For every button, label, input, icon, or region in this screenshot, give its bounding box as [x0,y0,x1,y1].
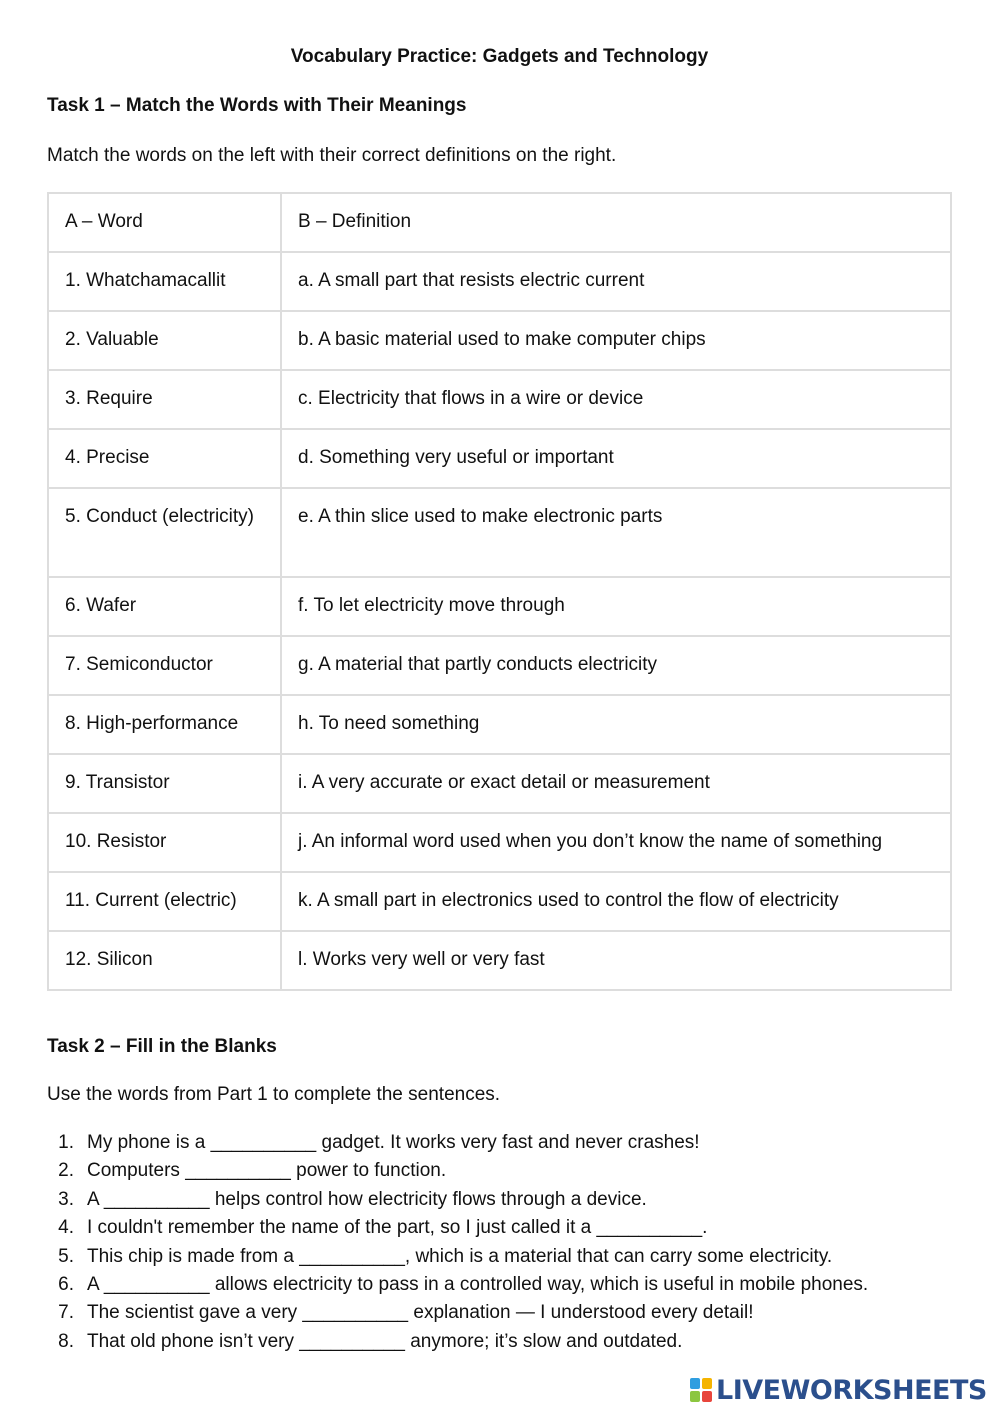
table-row [48,636,951,695]
sentence-text: I couldn't remember the name of the part, so I just called it a __________. [87,1217,708,1239]
definition-cell: a. A small part that resists electric current [281,252,951,311]
definition-cell: d. Something very useful or important [281,429,951,488]
table-row [48,695,951,754]
word-cell: 9. Transistor [48,754,281,813]
definition-cell: f. To let electricity move through [281,577,951,636]
word-cell: 6. Wafer [48,577,281,636]
list-item [47,1214,868,1242]
liveworksheets-logo[interactable] [690,1373,987,1407]
definition-cell: h. To need something [281,695,951,754]
item-number: 7. [58,1302,74,1324]
table-row [48,577,951,636]
word-cell: 3. Require [48,370,281,429]
table-row [48,311,951,370]
sentence-text: My phone is a __________ gadget. It works very fast and never crashes! [87,1132,700,1153]
list-item [47,1186,868,1214]
sentence-text: This chip is made from a __________, which is a material that can carry some electricity. [87,1245,833,1267]
table-row [48,429,951,488]
table-row [48,370,951,429]
item-number: 6. [58,1273,74,1295]
definition-cell: l. Works very well or very fast [281,931,951,990]
definition-cell: e. A thin slice used to make electronic parts [281,488,951,577]
definition-cell: j. An informal word used when you don’t know the name of something [281,813,951,872]
item-number: 4. [58,1217,74,1239]
word-cell: 4. Precise [48,429,281,488]
table-row [48,488,951,577]
table-row [48,813,951,872]
header-definition: B – Definition [281,193,951,252]
word-cell: 1. Whatchamacallit [48,252,281,311]
word-cell: 11. Current (electric) [48,872,281,931]
item-number: 5. [58,1245,74,1267]
list-item [47,1243,868,1271]
logo-tile-yellow [702,1378,712,1389]
sentence-text: That old phone isn’t very __________ anymore; it’s slow and outdated. [87,1330,683,1352]
definition-cell: c. Electricity that flows in a wire or device [281,370,951,429]
list-item [47,1328,868,1356]
header-word: A – Word [48,193,281,252]
item-number: 2. [58,1160,74,1182]
word-cell: 5. Conduct (electricity) [48,488,281,577]
task2-heading: Task 2 – Fill in the Blanks [47,1036,277,1057]
table-row [48,872,951,931]
list-item [47,1157,868,1185]
logo-text: LIVEWORKSHEETS [716,1374,987,1406]
sentence-text: A __________ allows electricity to pass in a controlled way, which is useful in mobile phones. [87,1273,869,1295]
word-cell: 2. Valuable [48,311,281,370]
sentence-text: The scientist gave a very __________ explanation — I understood every detail! [87,1302,754,1324]
item-number: 3. [58,1188,74,1210]
definition-cell: g. A material that partly conducts electricity [281,636,951,695]
sentence-text: A __________ helps control how electricity flows through a device. [87,1188,647,1210]
item-number: 8. [58,1330,74,1352]
word-cell: 10. Resistor [48,813,281,872]
logo-tile-green [690,1391,700,1402]
word-cell: 8. High-performance [48,695,281,754]
definition-cell: i. A very accurate or exact detail or measurement [281,754,951,813]
table-row [48,754,951,813]
sentence-text: Computers __________ power to function. [87,1160,447,1182]
item-number: 1. [58,1132,74,1153]
task2-instruction: Use the words from Part 1 to complete the sentences. [47,1084,501,1105]
word-cell: 12. Silicon [48,931,281,990]
matching-table [47,192,952,991]
task1-heading: Task 1 – Match the Words with Their Meanings [47,95,467,116]
table-row [48,252,951,311]
definition-cell: b. A basic material used to make computer chips [281,311,951,370]
logo-tile-blue [690,1378,700,1389]
table-row [48,931,951,990]
list-item [47,1299,868,1327]
liveworksheets-logo-icon [690,1378,712,1402]
logo-tile-red [702,1391,712,1402]
definition-cell: k. A small part in electronics used to control the flow of electricity [281,872,951,931]
fill-in-blanks-list [47,1129,868,1356]
table-header-row [48,193,951,252]
list-item [47,1129,868,1157]
word-cell: 7. Semiconductor [48,636,281,695]
list-item [47,1271,868,1299]
page-title: Vocabulary Practice: Gadgets and Technology [290,46,709,67]
task1-instruction: Match the words on the left with their correct definitions on the right. [47,145,617,166]
